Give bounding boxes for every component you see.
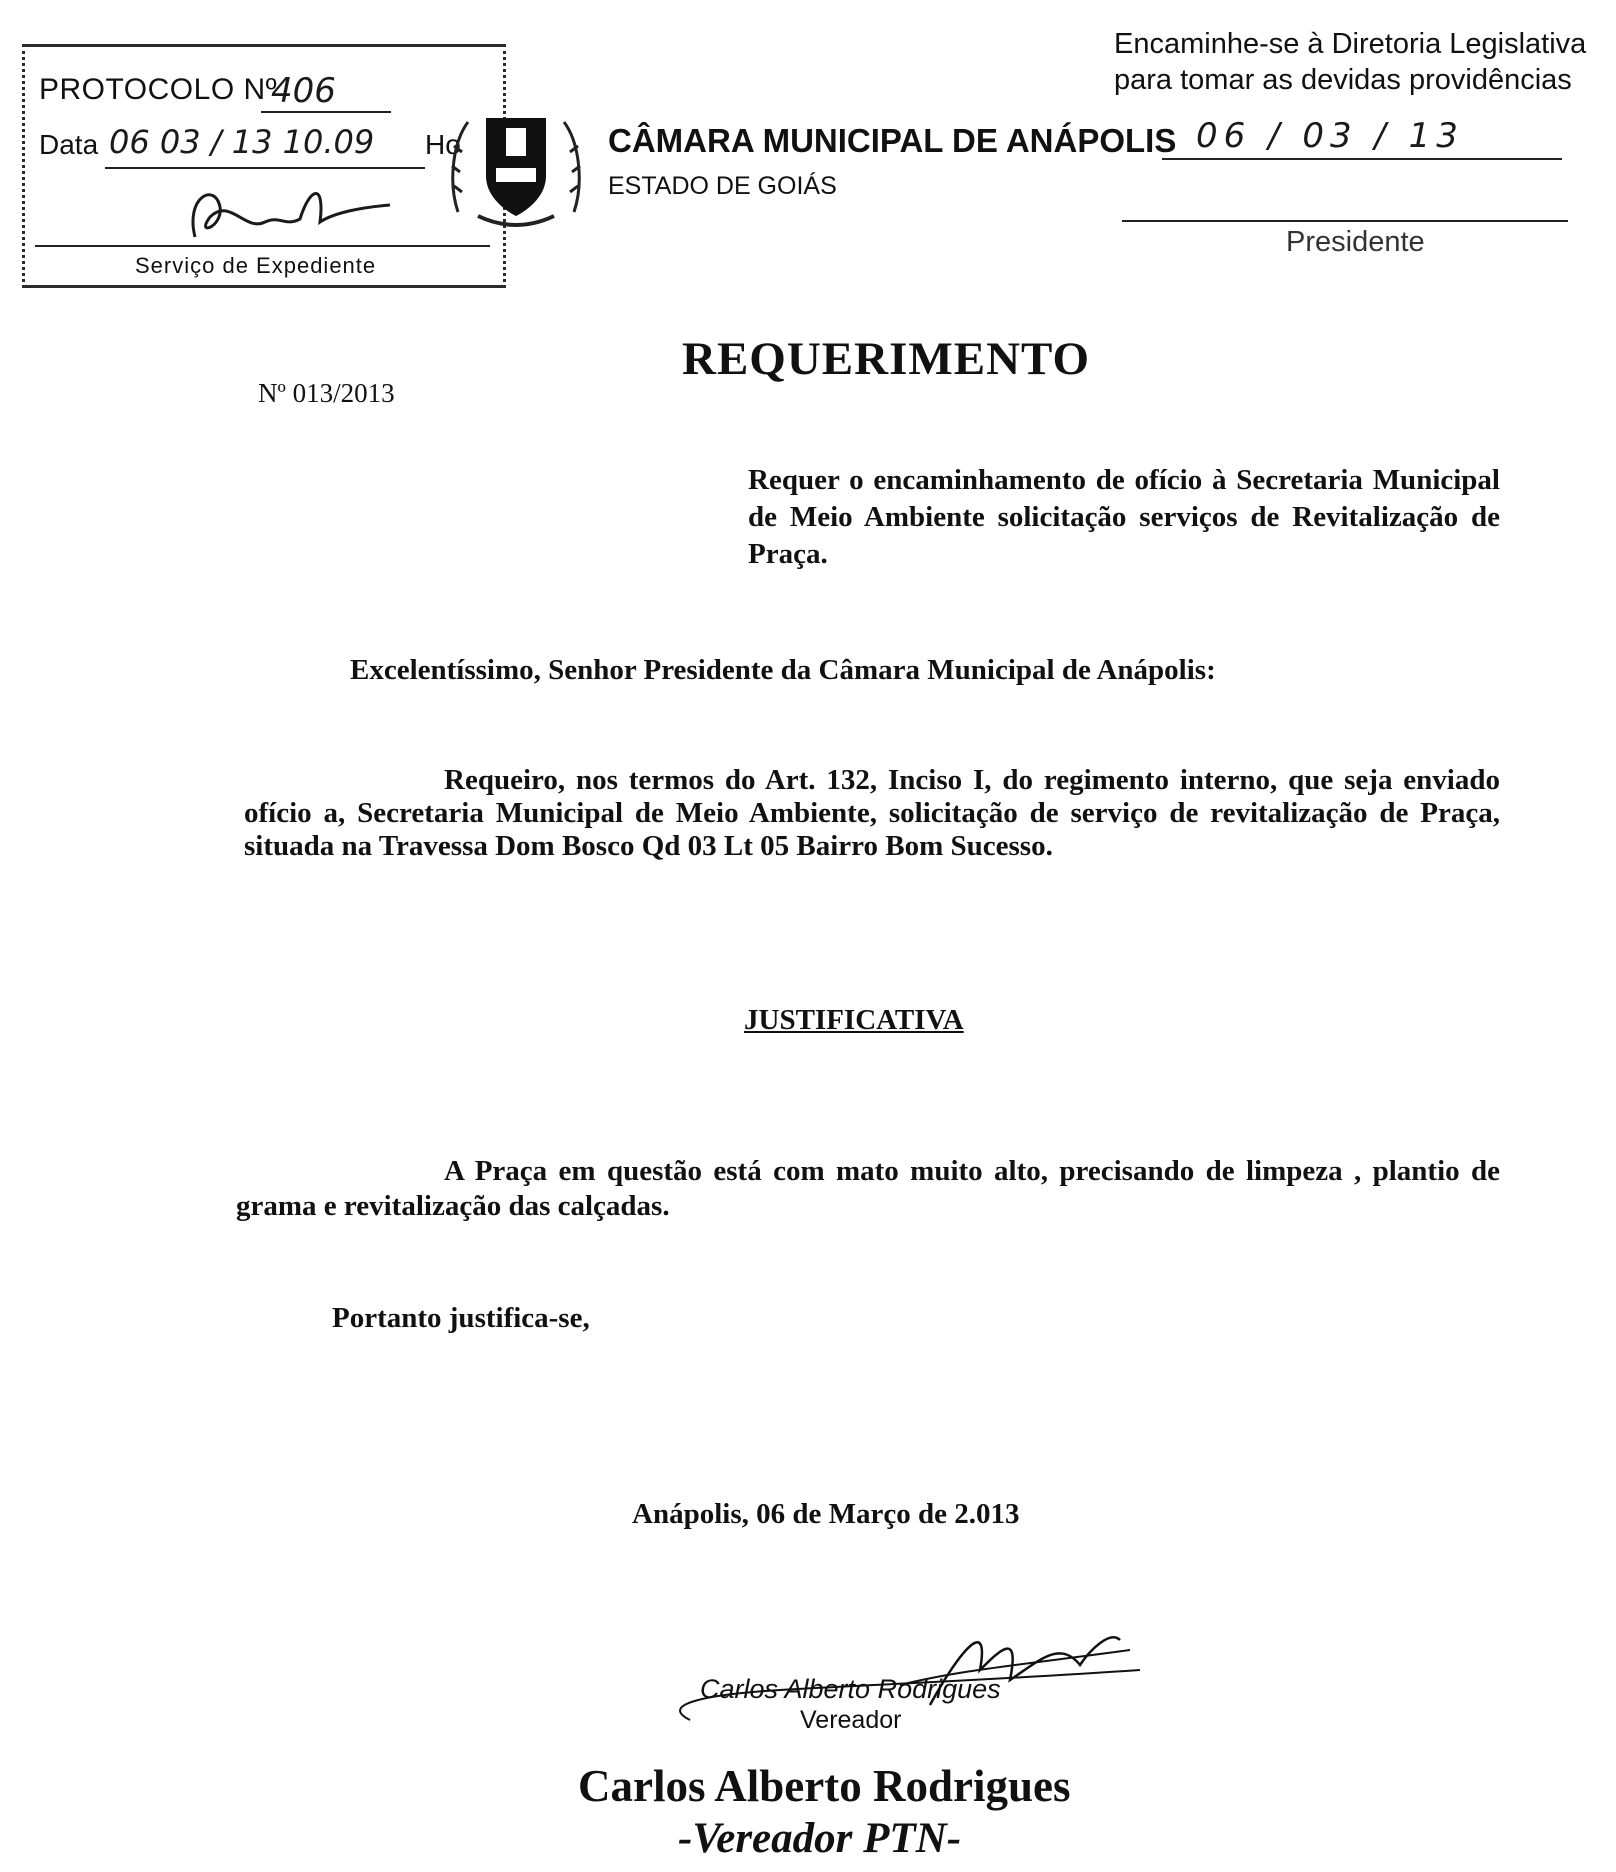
protocol-label: PROTOCOLO Nº — [39, 73, 278, 106]
closing-line: Portanto justifica-se, — [332, 1302, 590, 1334]
president-label: Presidente — [1286, 226, 1425, 258]
institution-name: CÂMARA MUNICIPAL DE ANÁPOLIS — [608, 122, 1177, 159]
president-signature-line — [1122, 220, 1568, 222]
forwarding-date: 06 / 03 / 13 — [1196, 116, 1464, 156]
forwarding-date-line — [1162, 158, 1562, 160]
forwarding-line-2: para tomar as devidas providências — [1114, 64, 1572, 96]
handwritten-signature — [660, 1610, 1160, 1730]
document-number: Nº 013/2013 — [258, 378, 395, 408]
signer-role: -Vereador PTN- — [678, 1815, 962, 1862]
protocol-stamp — [22, 44, 506, 288]
service-label: Serviço de Expediente — [135, 253, 377, 278]
coat-of-arms-icon — [448, 112, 584, 230]
signature-stamp-name: Carlos Alberto Rodrigues — [700, 1674, 1001, 1704]
stamp-signature — [175, 177, 395, 247]
forwarding-line-1: Encaminhe-se à Diretoria Legislativa — [1114, 28, 1587, 60]
protocol-underline — [261, 111, 391, 113]
justification-title: JUSTIFICATIVA — [744, 1004, 964, 1036]
stamp-date-value: 06 03 / 13 10.09 — [109, 123, 375, 161]
place-and-date: Anápolis, 06 de Março de 2.013 — [632, 1498, 1020, 1530]
justification-paragraph: A Praça em questão está com mato muito alto, precisando de limpeza , plantio de grama e revitalização das calçadas. — [236, 1155, 1500, 1222]
state-name: ESTADO DE GOIÁS — [608, 172, 837, 200]
stamp-signature-line — [35, 245, 490, 247]
stamp-hour-label: Ho — [425, 129, 461, 160]
stamp-date-underline — [105, 167, 425, 169]
signer-name: Carlos Alberto Rodrigues — [578, 1761, 1071, 1811]
document-title: REQUERIMENTO — [682, 333, 1091, 385]
protocol-number: 406 — [271, 71, 336, 111]
signature-stamp-role: Vereador — [800, 1706, 902, 1734]
document-summary: Requer o encaminhamento de ofício à Secretaria Municipal de Meio Ambiente solicitação serviços de Revitalização de Praça. — [748, 464, 1500, 570]
request-paragraph: Requeiro, nos termos do Art. 132, Inciso I, do regimento interno, que seja enviado ofício a, Secretaria Municipal de Meio Ambiente, solicitação de serviço de revitalização de Praça, situada na Travessa Dom Bosco Qd 03 Lt 05 Bairro Bom Sucesso. — [244, 764, 1500, 862]
stamp-date-label: Data — [39, 129, 99, 160]
salutation: Excelentíssimo, Senhor Presidente da Câmara Municipal de Anápolis: — [350, 654, 1216, 686]
